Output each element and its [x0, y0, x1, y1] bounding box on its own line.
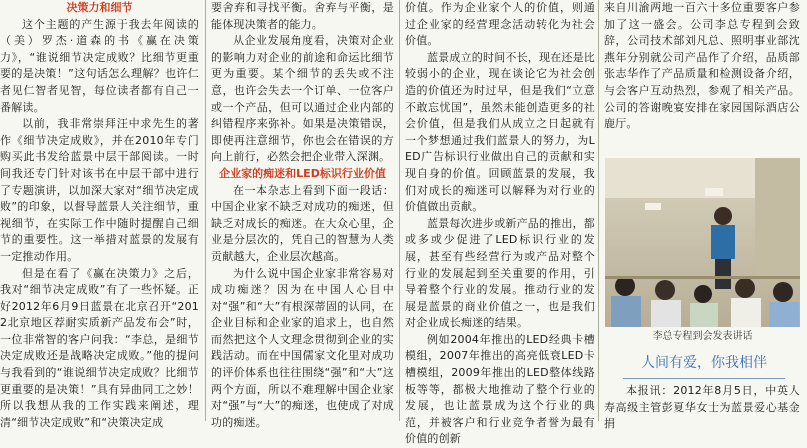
article-headline: 人间有爱，你我相伴	[641, 355, 767, 371]
paragraph: 蓝景成立的时间不长，现在还是比较弱小的企业，现在谈论它为社会创造的价值还为时过早，但是我们“立意不敢忘忧国”，虽然未能创造更多的社会价值，但是我们从成立之日起就有一个梦想通过我们蓝景人的努力，为LED广告标识行业做出自己的贡献和实现自身的价值。回顾蓝景的发展，我们对成长的痴迷可以解释为对行业的价值做出贡献。	[405, 50, 595, 214]
paragraph: 在一本杂志上看到下面一段话：中国企业家不缺乏对成功的痴迷，但缺乏对成长的痴迷。在大众心里，企业是分层次的，凭自己的智慧为人类贡献越大，企业层次越高。	[211, 183, 394, 263]
photo-caption: 李总专程到会发表讲话	[652, 331, 753, 342]
paragraph: 价值。作为企业家个人的价值，则通过企业家的经营理念活动转化为社会价值。	[405, 1, 595, 48]
article-column-2	[211, 0, 394, 429]
paragraph: 例如2004年推出的LED经典卡槽模组，2007年推出的高亮低衰LED卡槽模组，2009年推出的LED整体线路板等等，都极大地推动了整个行业的发展，也让蓝景成为这个行业的典范，并被客户和行业竞争者誉为最有价值的创新	[405, 332, 595, 446]
paragraph: 为什么说中国企业家非常容易对成功痴迷？因为在中国人心目中对“强”和“大”有根深蒂固的认同，在企业目标和企业家的追求上，也自然而然把这个人文理念贯彻到企业的实践活动。而在中国儒家文化里对成功的评价体系也往往围绕“强”和“大”这两个方面，所以不难理解中国企业家对“强”与“大”的痴迷，也使成了对成功的痴迷。	[211, 266, 394, 429]
charity-report-text	[604, 383, 800, 433]
news-column-4	[601, 0, 807, 431]
column-divider	[205, 0, 206, 421]
paragraph: 来自川渝两地一百六十多位重要客户参加了这一盛会。公司李总专程到会致辞，公司技术部刘凡总、照明事业部沈燕年分别就公司产品作了介绍，品质部张志华作了产品质量和检测设备介绍，与会客户互动热烈，参观了相关产品。公司的答谢晚宴安排在家园国际酒店公鹿厅。	[604, 1, 800, 131]
paragraph: 蓝景每次进步或新产品的推出，都或多或少促进了LED标识行业的发展，甚至有些经营行为或产品对整个行业的发展起到至关重要的作用，引导着整个行业的发展。推动行业的发展是蓝景的商业价值之一，也是我们对企业成长痴迷的结果。	[405, 216, 595, 330]
event-report-text	[604, 0, 800, 133]
column-divider	[399, 0, 400, 421]
paragraph: 本报讯：2012年8月5日，中英人寿高级主管彭夏华女士为蓝景爱心基金捐	[604, 384, 800, 431]
event-photo	[605, 158, 800, 327]
paragraph: 要舍弃和寻找平衡。舍弃与平衡，是能体现决策者的能力。	[211, 1, 394, 31]
paragraph: 但是在看了《赢在决策力》之后，我对“细节决定成败”有了一些怀疑。正好2012年6月9日蓝景在北京召开“2012北京地区荐耐实质新产品发布会”时，一位非常智的客户问我：“李总，是细节决定成败还是战略决定成败。”他的提问与我看到的“谁说细节决定成败？比细节更重要的是决策！”具有异曲同工之妙！所以我想从我的工作实践来阐述，理清“细节决定成败”和“决策决定成	[0, 266, 199, 429]
article-column-3	[405, 0, 595, 446]
headline-underline	[623, 378, 785, 379]
paragraph: 从企业发展角度看，决策对企业的影响力对企业的前途和命运比细节更为重要。某个细节的丢失或不注意，也许会失去一个订单、一位客户或一个产品，但可以通过企业内部的纠错程序来弥补。如果是决策错误，即使再注意细节，你也会在错误的方向上前行，必然会把企业带入深渊。	[211, 34, 394, 164]
article-column-1	[0, 0, 199, 429]
paragraph: 这个主题的产生源于我去年阅读的（美）罗杰·道森的书《赢在决策力》，“谁说细节决定成败？比细节更重要的是决策！”这句话怎么理解？也许仁者见仁智者见智，每位读者都有自己一番解读。	[0, 17, 199, 114]
section-subhead-obsession: 企业家的痴迷和LED标识行业价值	[219, 166, 386, 180]
speaker-photo-illustration	[605, 158, 800, 327]
paragraph: 以前，我非常崇拜汪中求先生的著作《细节决定成败》，并在2010年专门购买此书发给蓝景中层干部阅读。一时间我还专门针对该书在中层干部中进行了专题演讲，以加深大家对“细节决定成败”的印象，以督导蓝景人关注细节，重视细节，在实际工作中随时提醒自己细节的重要性。这一举措对蓝景的发展有一定推动作用。	[0, 117, 199, 263]
section-subhead-decision: 决策力和细节	[66, 1, 133, 14]
column-divider	[598, 0, 599, 421]
